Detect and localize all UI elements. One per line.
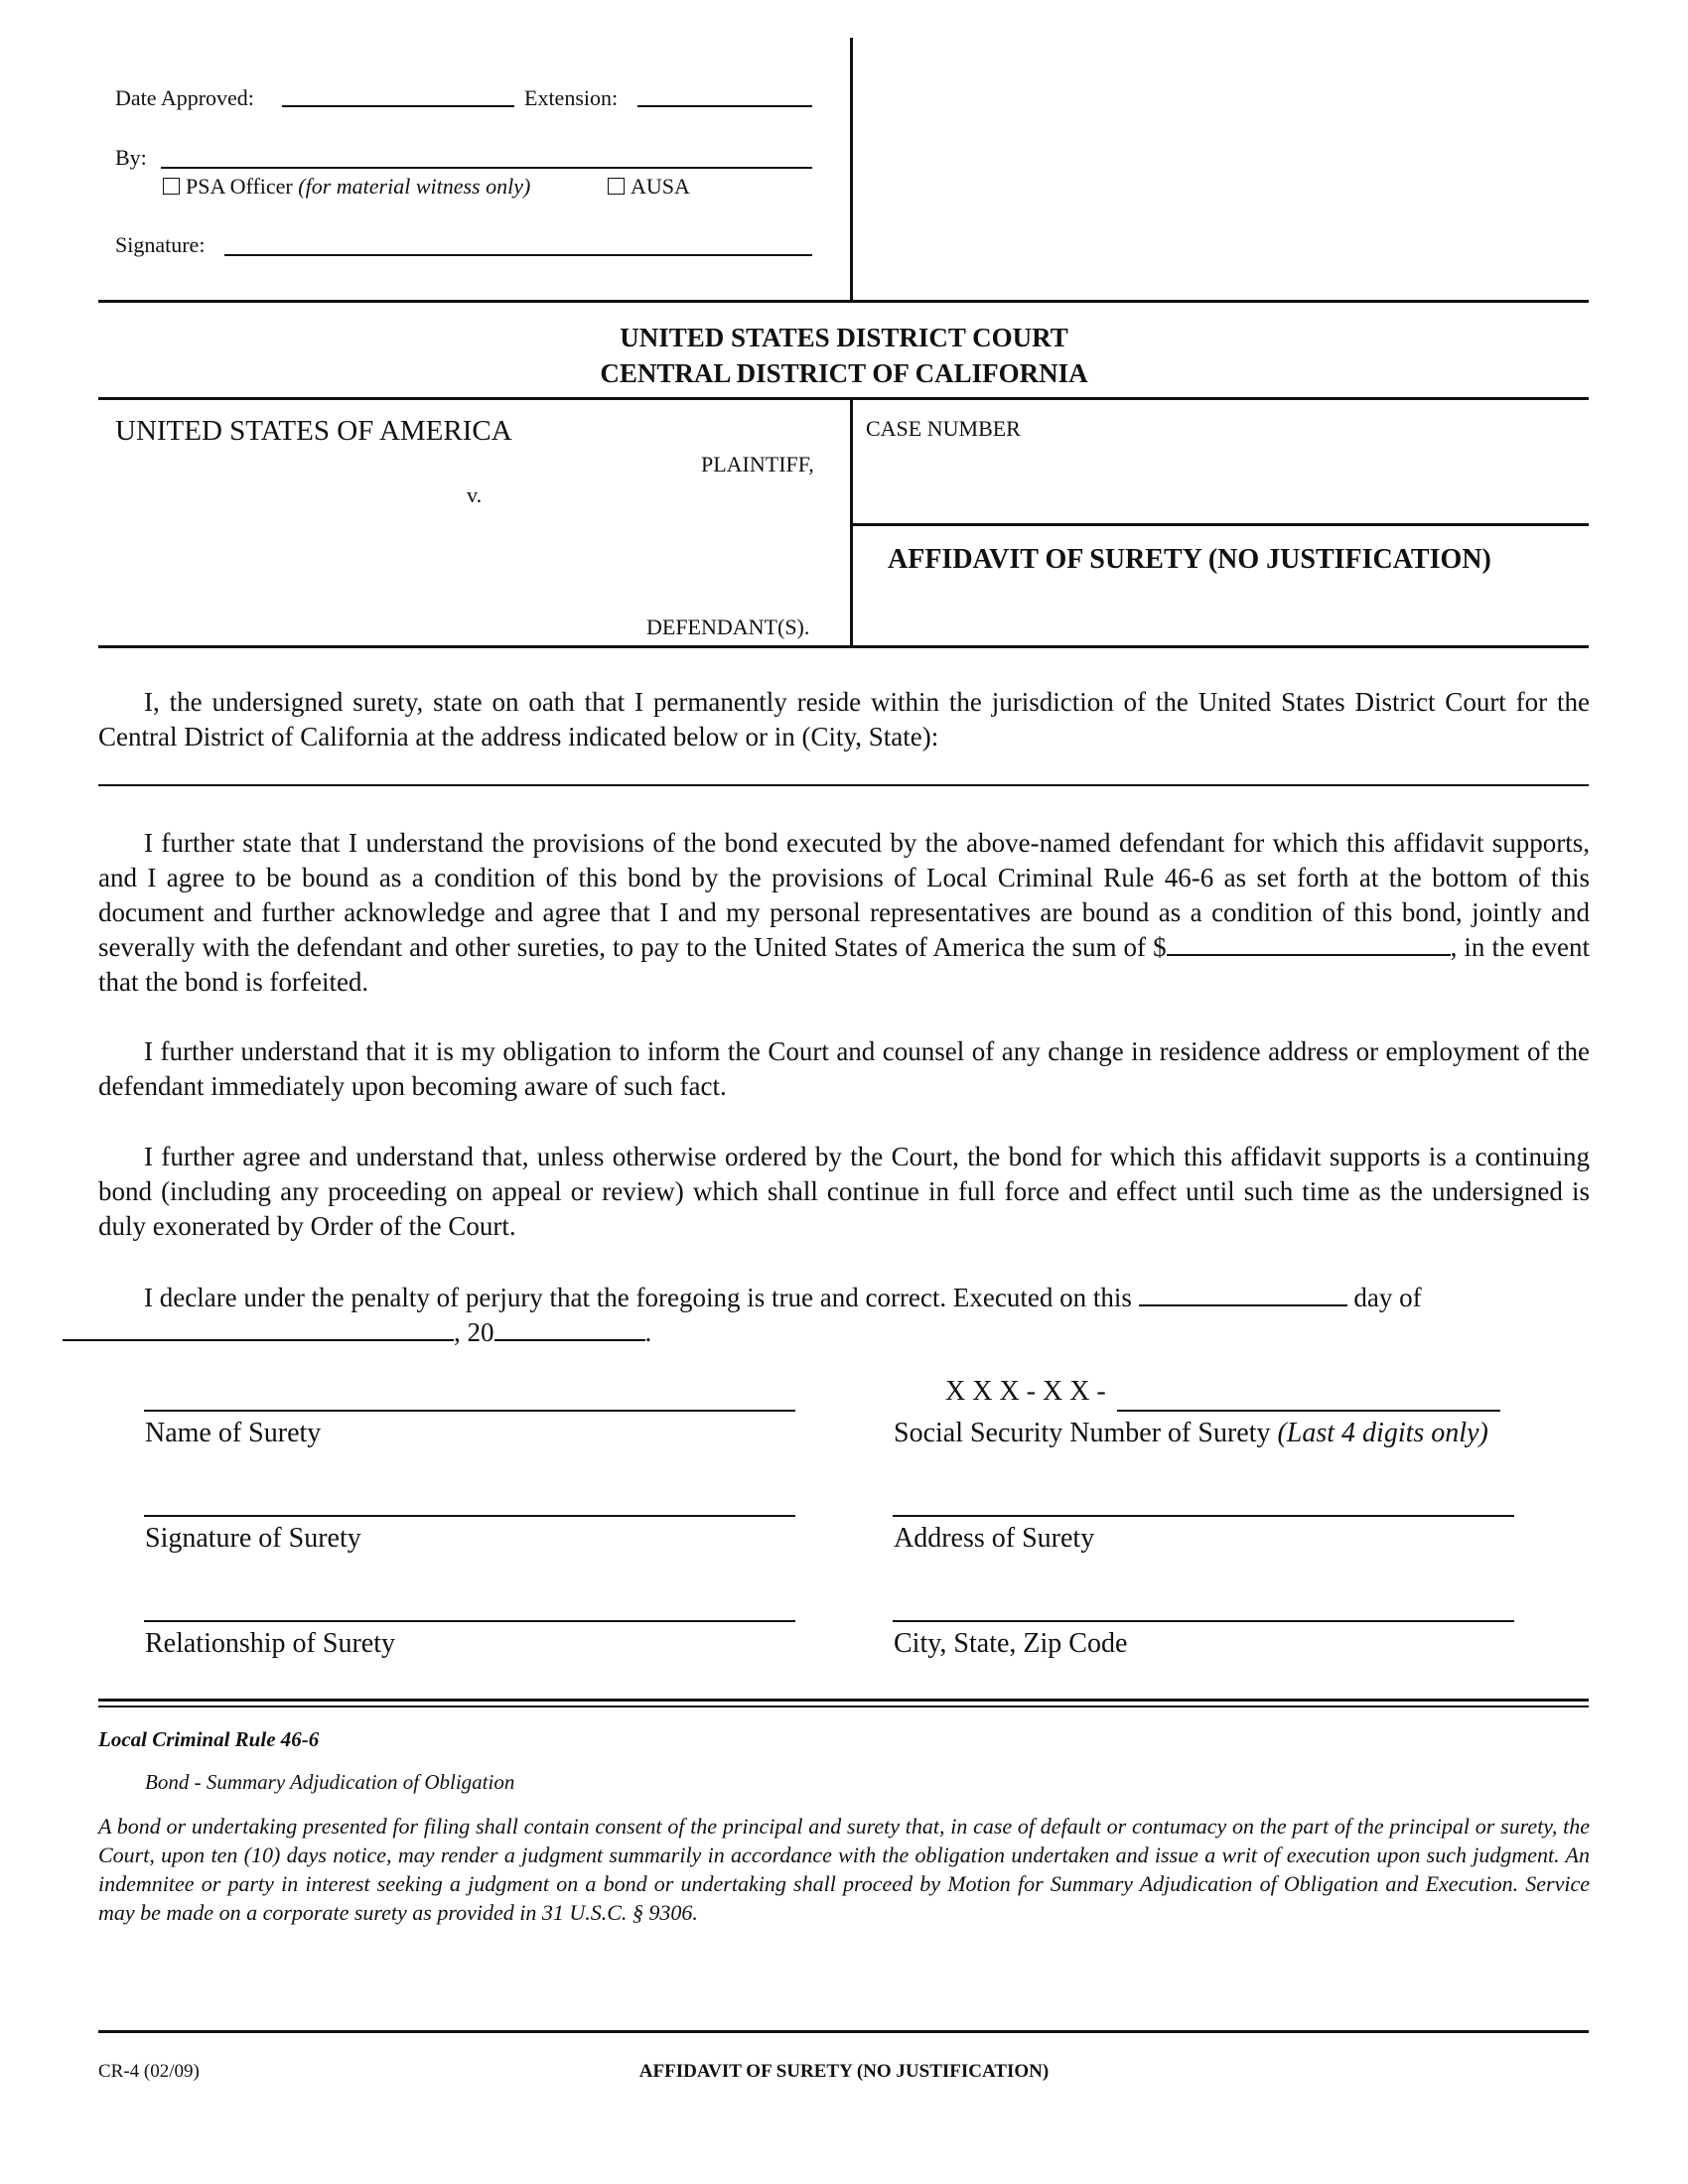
- continuing-bond-text: I further agree and understand that, unless otherwise ordered by the Court, the bond for which this affidavit supports is a continuing bond (including any proceeding on appeal or review) which shall continue in full force and effect until such time as the undersigned is duly exonerated by Order of the Court.: [98, 1142, 1590, 1241]
- executed-month-field[interactable]: [63, 1317, 454, 1341]
- executed-day-field[interactable]: [1139, 1283, 1347, 1306]
- top-vertical-divider: [850, 38, 853, 302]
- date-approved-field[interactable]: [282, 105, 514, 107]
- perjury-declaration: [98, 1281, 1590, 1350]
- case-number-label: CASE NUMBER: [866, 416, 1021, 441]
- surety-relationship-field[interactable]: [144, 1620, 795, 1622]
- form-code: CR-4 (02/09): [98, 2061, 200, 2082]
- city-state-zip-label: City, State, Zip Code: [894, 1628, 1128, 1659]
- rule-subtitle: Bond - Summary Adjudication of Obligation: [145, 1770, 515, 1794]
- rule-section-rule-1: [98, 1699, 1589, 1702]
- bond-forfeit-text: , in the event that the bond is forfeited.: [98, 932, 1590, 997]
- signature-of-surety-label: Signature of Surety: [145, 1523, 361, 1554]
- psa-officer-note: (for material witness only): [298, 174, 531, 199]
- perjury-declaration-text: I declare under the penalty of perjury that the foregoing is true and correct. Executed on this: [144, 1283, 1132, 1312]
- relationship-of-surety-label: Relationship of Surety: [145, 1628, 395, 1659]
- ausa-checkbox[interactable]: [608, 178, 625, 195]
- bond-agreement-text: I further state that I understand the provisions of the bond executed by the above-named defendant for which this affidavit supports, and I agree to be bound as a condition of this bond by the provisions of Local Criminal Rule 46-6 as set forth at the bottom of this document and further acknowledge and agree that I and my personal representatives are bound as a condition of this bond, jointly and severally with the defendant and other sureties, to pay to the United States of America the sum of: [98, 828, 1590, 962]
- date-approved-label: Date Approved:: [115, 85, 254, 110]
- dollar-sign: $: [1153, 932, 1167, 962]
- defendant-label: DEFENDANT(S).: [646, 614, 810, 639]
- approval-signature-field[interactable]: [224, 254, 812, 256]
- surety-city-state-zip-field[interactable]: [893, 1620, 1514, 1622]
- case-number-rule: [850, 523, 1589, 526]
- obligation-statement-text: I further understand that it is my obligation to inform the Court and counsel of any change in residence address or employment of the defendant immediately upon becoming aware of such fact.: [98, 1036, 1590, 1101]
- period: .: [644, 1317, 652, 1347]
- rule-title: Local Criminal Rule 46-6: [98, 1727, 320, 1751]
- footer-title: AFFIDAVIT OF SURETY (NO JUSTIFICATION): [638, 2061, 1050, 2082]
- rule-text: A bond or undertaking presented for filing shall contain consent of the principal and surety that, in case of default or contumacy on the part of the principal or surety, the Court, upon ten (10) days notice, may render a judgment summarily in accordance with the obligation undertaken and issue a writ of execution upon such judgment. An indemnitee or party in interest seeking a judgment on a bond or undertaking shall proceed by Motion for Summary Adjudication of Obligation and Execution. Service may be made on a corporate surety as provided in 31 U.S.C. § 9306.: [98, 1814, 1590, 1925]
- by-field[interactable]: [161, 167, 812, 169]
- residence-statement-text: I, the undersigned surety, state on oath that I permanently reside within the jurisdiction of the United States District Court for the Central District of California at the address indicated below or in (City, State):: [98, 687, 1590, 751]
- surety-signature-field[interactable]: [144, 1515, 795, 1517]
- rule-section-rule-2: [98, 1706, 1589, 1707]
- plaintiff-label: PLAINTIFF,: [701, 452, 814, 477]
- signature-label: Signature:: [115, 232, 206, 257]
- executed-year-field[interactable]: [494, 1317, 645, 1341]
- bond-amount-field[interactable]: [1167, 932, 1451, 956]
- form-title: AFFIDAVIT OF SURETY (NO JUSTIFICATION): [888, 544, 1491, 575]
- ssn-label-text: Social Security Number of Surety: [894, 1418, 1271, 1448]
- psa-officer-label: PSA Officer: [186, 174, 293, 199]
- plaintiff-name: UNITED STATES OF AMERICA: [115, 415, 512, 447]
- extension-label: Extension:: [524, 85, 619, 110]
- continuing-bond-statement: [98, 1140, 1590, 1244]
- psa-officer-option[interactable]: [163, 174, 530, 200]
- ssn-last4-field[interactable]: [1117, 1410, 1500, 1412]
- surety-name-field[interactable]: [144, 1410, 795, 1412]
- ssn-label: [894, 1418, 1488, 1449]
- residence-statement: [98, 685, 1590, 754]
- caption-vertical-divider: [850, 397, 853, 647]
- caption-bottom-rule: [98, 645, 1589, 648]
- ssn-note: (Last 4 digits only): [1277, 1418, 1488, 1448]
- psa-officer-checkbox[interactable]: [163, 178, 180, 195]
- extension-field[interactable]: [637, 105, 812, 107]
- footer-rule: [98, 2030, 1589, 2033]
- caption-top-rule: [98, 397, 1589, 400]
- ausa-label: AUSA: [631, 174, 690, 199]
- versus: v.: [467, 482, 483, 507]
- bond-agreement: [98, 826, 1590, 1000]
- ssn-prefix: X X X - X X -: [945, 1376, 1106, 1407]
- day-of-text: day of: [1353, 1283, 1422, 1312]
- court-name-line1: UNITED STATES DISTRICT COURT: [620, 323, 1068, 352]
- court-name-line2: CENTRAL DISTRICT OF CALIFORNIA: [600, 358, 1088, 388]
- top-rule: [98, 300, 1589, 303]
- by-label: By:: [115, 145, 147, 170]
- name-of-surety-label: Name of Surety: [145, 1418, 322, 1448]
- address-of-surety-label: Address of Surety: [894, 1523, 1095, 1554]
- year-prefix: , 20: [454, 1317, 494, 1347]
- ausa-option[interactable]: [608, 174, 690, 200]
- surety-address-field[interactable]: [893, 1515, 1514, 1517]
- residence-field[interactable]: [98, 784, 1589, 786]
- obligation-statement: [98, 1034, 1590, 1104]
